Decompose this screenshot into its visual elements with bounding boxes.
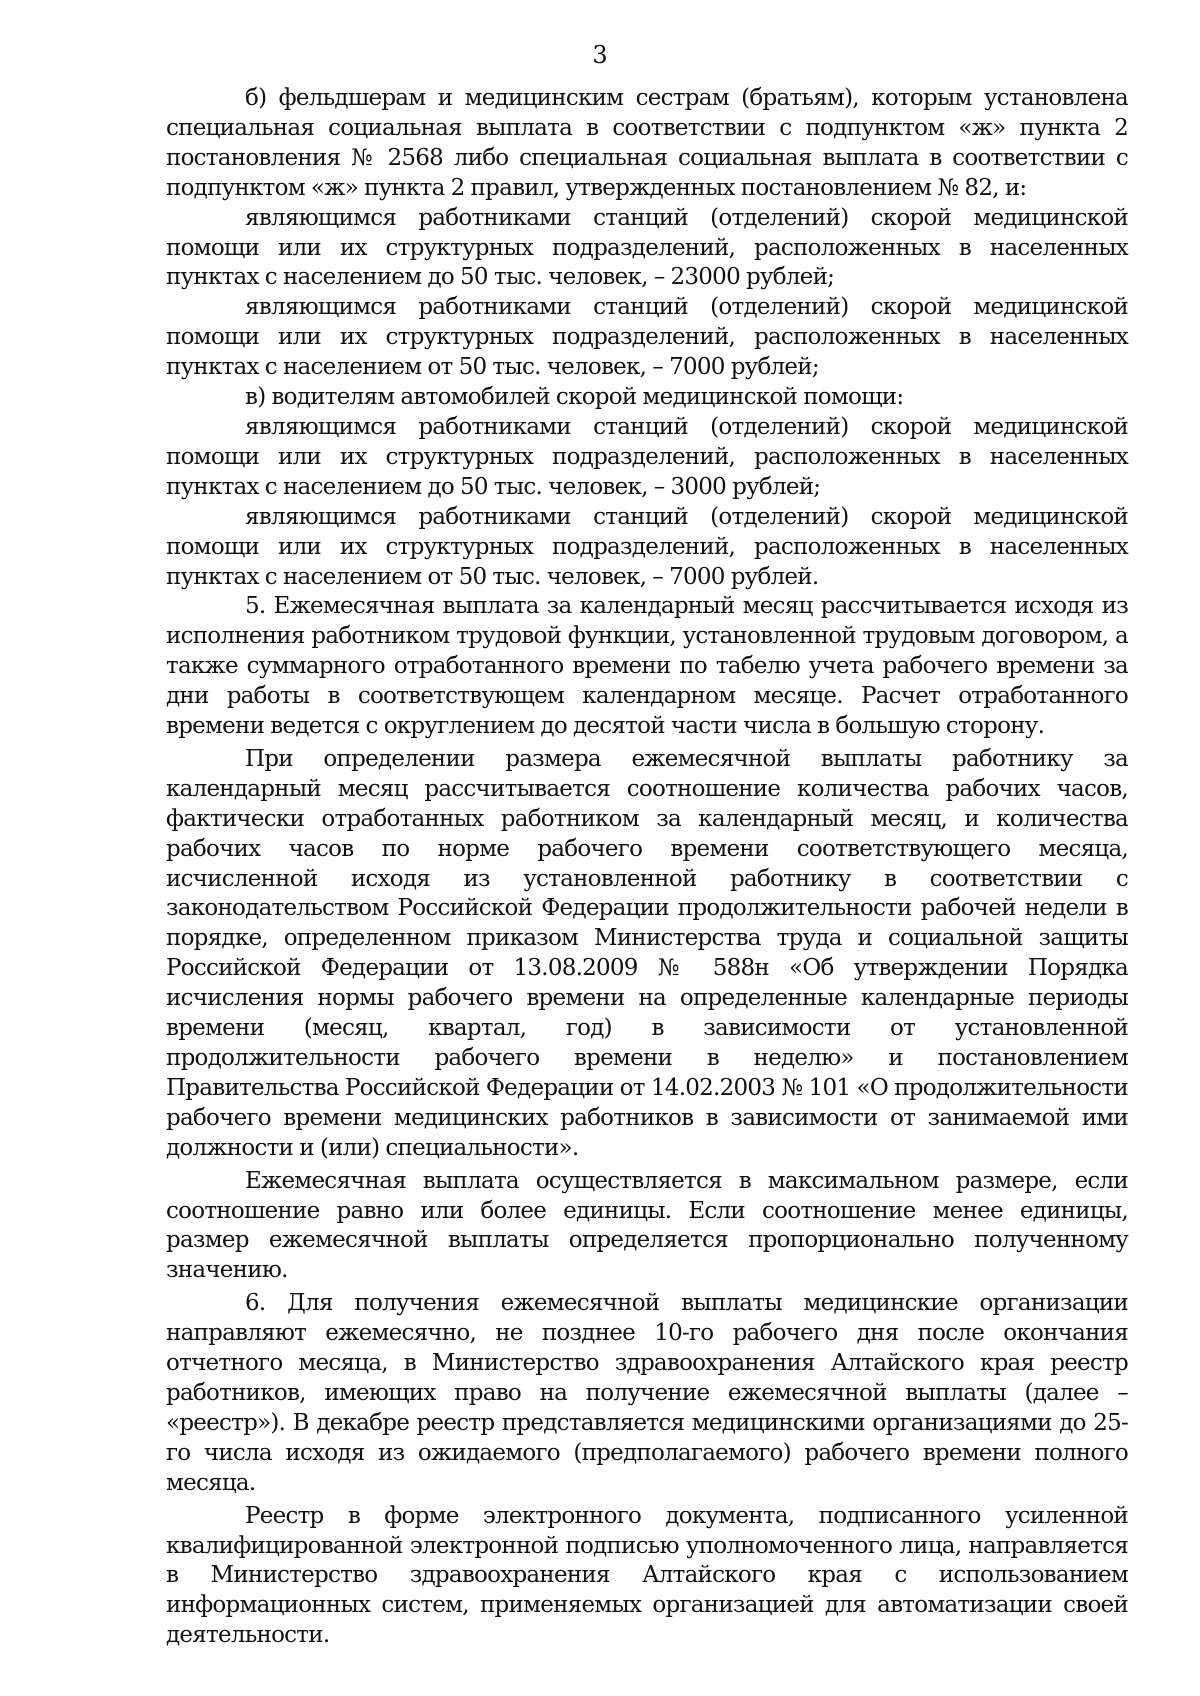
paragraph-section-6: 6. Для получения ежемесячной выплаты медицинские организации направляют ежемесячно, не позднее 10-го рабочего дня после окончания отчетного месяца, в Министерство здравоохранения Алтайского края реестр работников, имеющих право на получение ежемесячной выплаты (далее – «реестр»). В декабре реестр представляется медицинскими организациями до 25-го числа исходя из ожидаемого (предполагаемого) рабочего времени полного месяца. [166,1290,1128,1496]
paragraph-item-b: б) фельдшерам и медицинским сестрам (братьям), которым установлена специальная социальная выплата в соответствии с подпунктом «ж» пункта 2 постановления № 2568 либо специальная социальная выплата в соответствии с подпунктом «ж» пункта 2 правил, утвержденных постановлением № 82, и: [166,85,1128,201]
paragraph-section-5: 5. Ежемесячная выплата за календарный месяц рассчитывается исходя из исполнения работником трудовой функции, установленной трудовым договором, а также суммарного отработанного времени по табелю учета рабочего времени за дни работы в соответствующем календарном месяце. Расчет отработанного времени ведется с округлением до десятой части числа в большую сторону. [166,593,1128,740]
paragraph-v-large-towns: являющимся работниками станций (отделений) скорой медицинской помощи или их структурных подразделений, расположенных в населенных пунктах с населением от 50 тыс. человек, – 7000 рублей. [166,503,1128,590]
paragraph-item-v: в) водителям автомобилей скорой медицинской помощи: [245,384,904,411]
paragraph-b-small-towns: являющимся работниками станций (отделений) скорой медицинской помощи или их структурных подразделений, расположенных в населенных пунктах с населением до 50 тыс. человек, – 23000 рублей; [166,204,1128,291]
page-number: 3 [592,41,608,69]
document-body [166,84,1128,1651]
paragraph-calculation: При определении размера ежемесячной выплаты работнику за календарный месяц рассчитывается соотношение количества рабочих часов, фактически отработанных работником за календарный месяц, и количества рабочих часов по норме рабочего времени соответствующего месяца, исчисленной исходя из установленной работнику в соответствии с законодательством Российской Федерации продолжительности рабочей недели в порядке, определенном приказом Министерства труда и социальной защиты Российской Федерации от 13.08.2009 № 588н «Об утверждении Порядка исчисления нормы рабочего времени на определенные календарные периоды времени (месяц, квартал, год) в зависимости от установленной продолжительности рабочего времени в неделю» и постановлением Правительства Российской Федерации от 14.02.2003 № 101 «О продолжительности рабочего времени медицинских работников в зависимости от занимаемой ими должности и (или) специальности». [166,745,1128,1161]
paragraph-maximum-amount: Ежемесячная выплата осуществляется в максимальном размере, если соотношение равно или более единицы. Если соотношение менее единицы, размер ежемесячной выплаты определяется пропорционально полученному значению. [166,1167,1128,1284]
paragraph-v-small-towns: являющимся работниками станций (отделений) скорой медицинской помощи или их структурных подразделений, расположенных в населенных пунктах с населением до 50 тыс. человек, – 3000 рублей; [166,413,1128,500]
paragraph-registry: Реестр в форме электронного документа, подписанного усиленной квалифицированной электронной подписью уполномоченного лица, направляется в Министерство здравоохранения Алтайского края с использованием информационных систем, применяемых организацией для автоматизации своей деятельности. [166,1502,1128,1649]
paragraph-b-large-towns: являющимся работниками станций (отделений) скорой медицинской помощи или их структурных подразделений, расположенных в населенных пунктах с населением от 50 тыс. человек, – 7000 рублей; [166,294,1128,381]
